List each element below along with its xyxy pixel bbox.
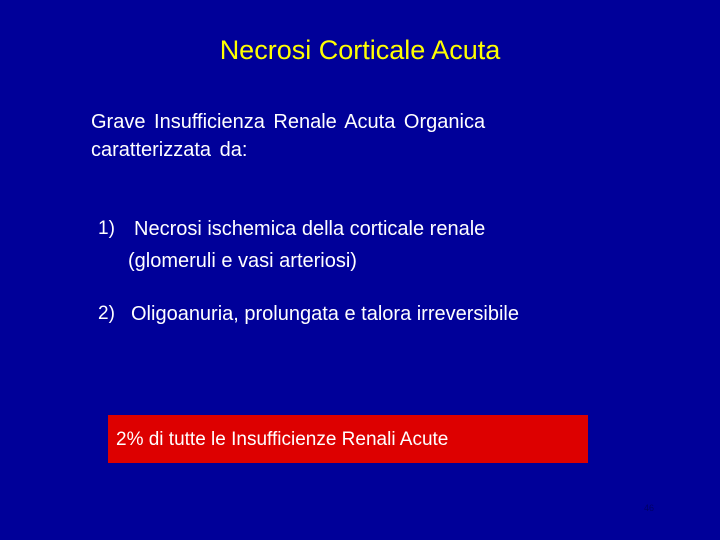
list-item-number: 1) [98,218,115,239]
list-item-number: 2) [98,303,115,324]
highlight-box [108,415,588,463]
page-number: 46 [644,503,655,513]
intro-line-1: Grave Insufficienza Renale Acuta Organica [91,111,486,133]
list-item-line-1: Necrosi ischemica della corticale renale [134,218,486,240]
intro-text [91,108,485,164]
list-item-line-2: (glomeruli e vasi arteriosi) [128,250,357,272]
highlight-text: 2% di tutte le Insufficienze Renali Acute [116,429,449,450]
list-item [131,298,519,330]
list-item [128,213,486,277]
slide-title: Necrosi Corticale Acuta [219,35,501,65]
intro-line-2: caratterizzata da: [91,139,248,161]
list-item-line-1: Oligoanuria, prolungata e talora irreversibile [131,303,519,325]
